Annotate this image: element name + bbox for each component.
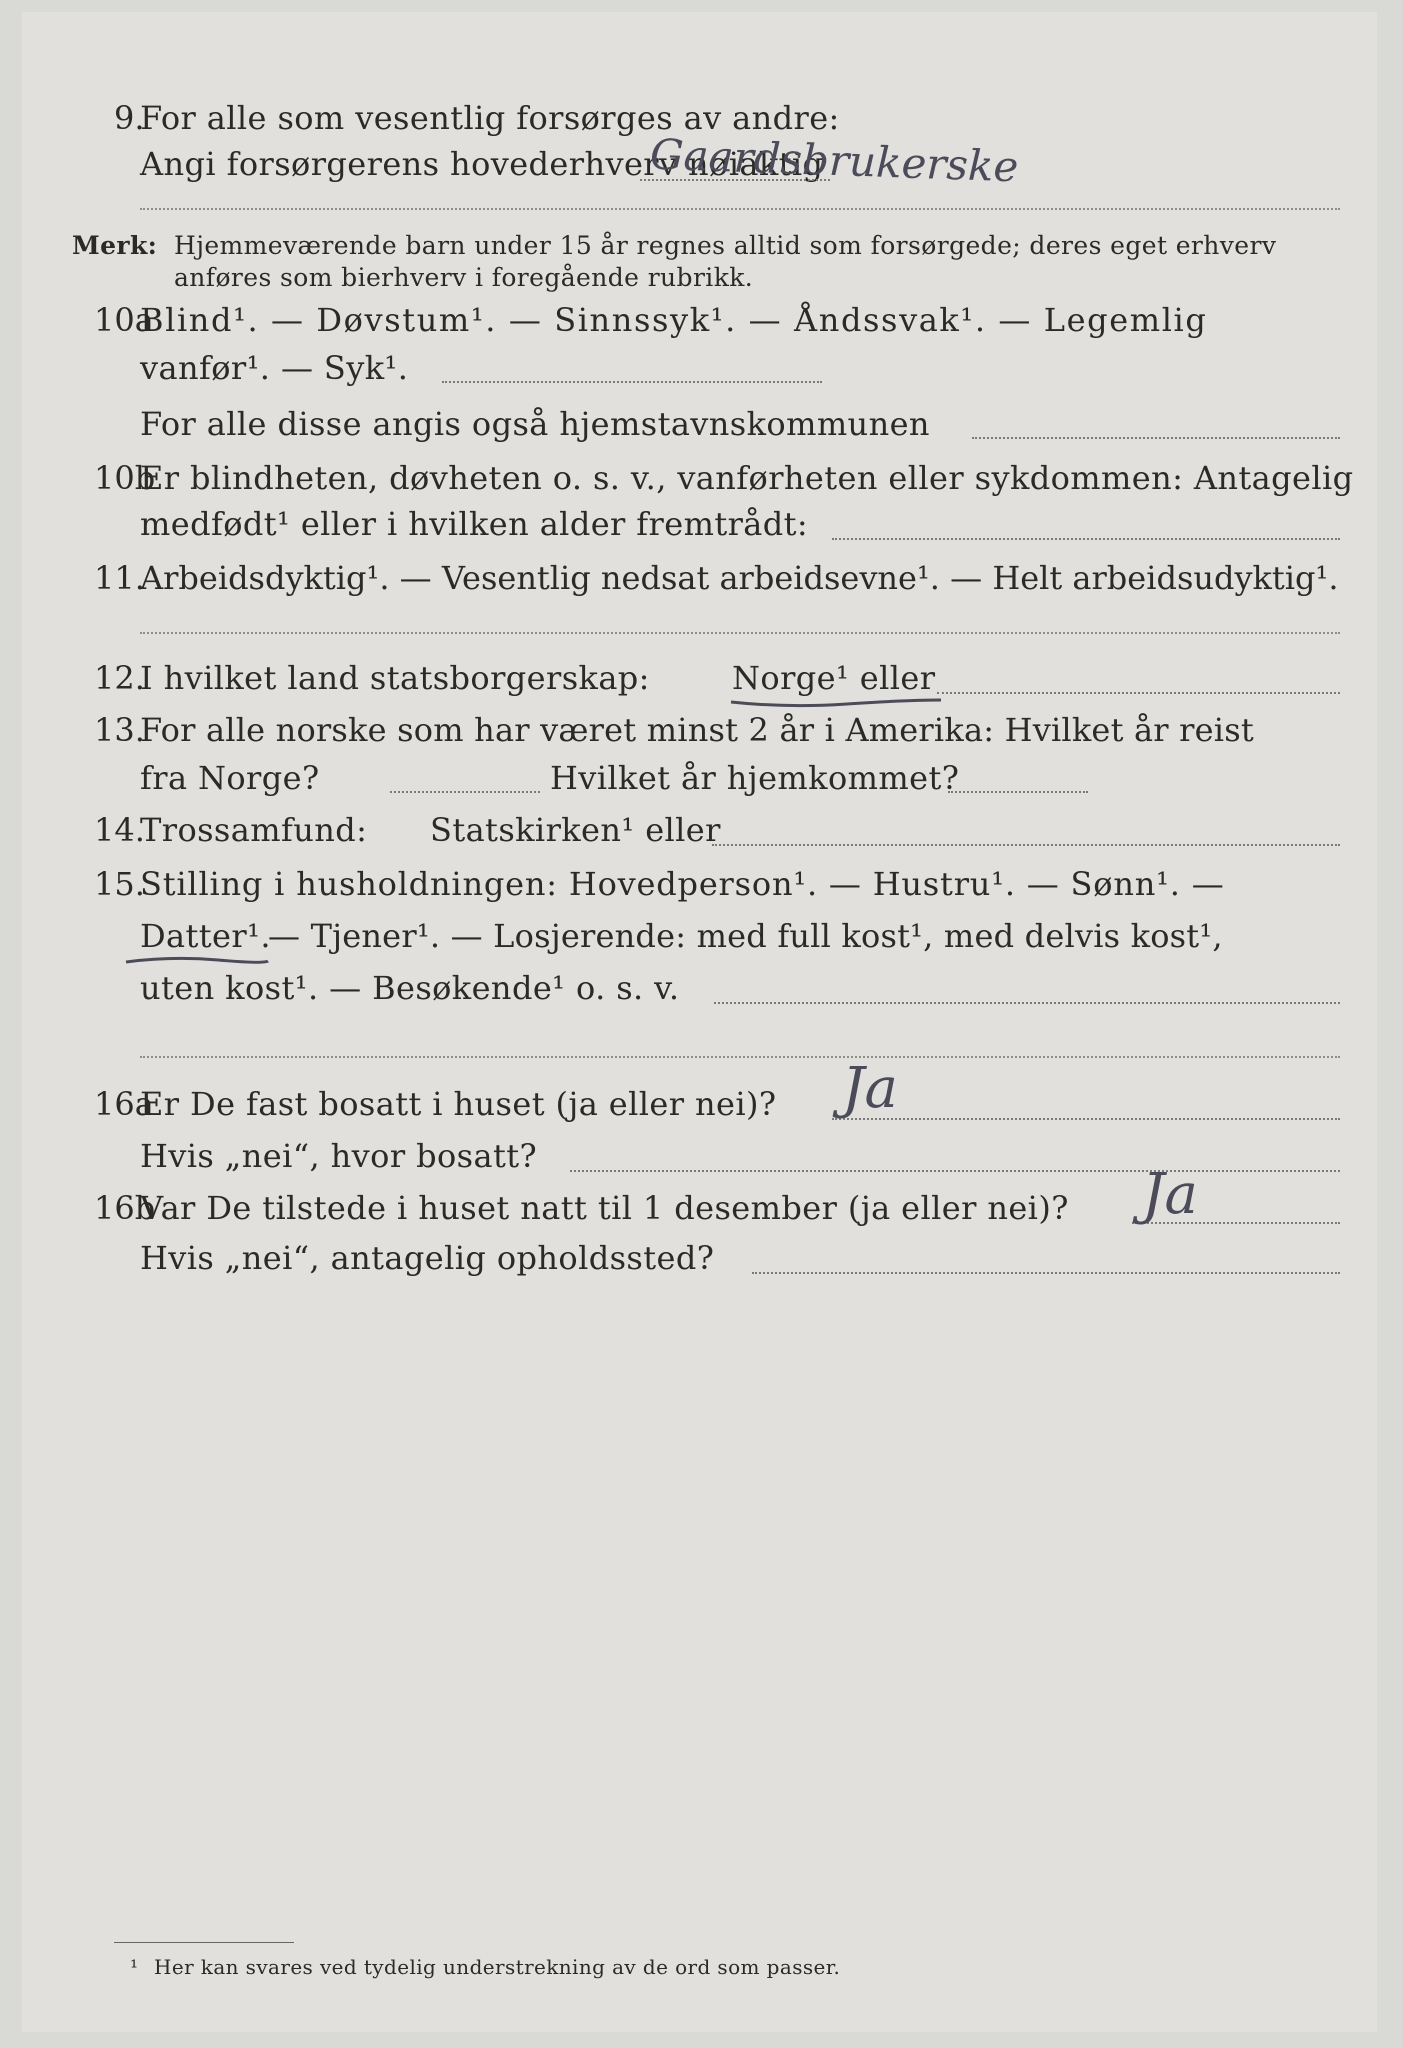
q12-option: Norge¹ eller bbox=[732, 659, 936, 697]
q10a-syk-line bbox=[442, 381, 822, 383]
q10a-line1: Blind¹. — Døvstum¹. — Sinnssyk¹. — Åndssvak¹. — Legemlig bbox=[140, 301, 1208, 339]
q16a-line1: Er De fast bosatt i huset (ja eller nei)? bbox=[140, 1085, 777, 1123]
q15-line2a: Datter¹. bbox=[140, 917, 271, 955]
q15-line3: uten kost¹. — Besøkende¹ o. s. v. bbox=[140, 969, 680, 1007]
q10b-answer-line bbox=[832, 538, 1340, 540]
footnote-rule bbox=[114, 1942, 294, 1943]
q16b-line2: Hvis „nei“, antagelig opholdssted? bbox=[140, 1239, 715, 1277]
q10a-number: 10a bbox=[94, 301, 154, 339]
q16b-opholdssted-line bbox=[752, 1272, 1340, 1274]
q10a-line2: vanfør¹. — Syk¹. bbox=[140, 349, 409, 387]
q16a-handwritten-answer: Ja bbox=[842, 1056, 898, 1121]
q12-line1: I hvilket land statsborgerskap: bbox=[140, 659, 650, 697]
q15-number: 15. bbox=[94, 865, 145, 903]
q12-number: 12. bbox=[94, 659, 145, 697]
merk-line2: anføres som bierhverv i foregående rubrikk. bbox=[174, 263, 754, 292]
q10b-number: 10b bbox=[94, 459, 156, 497]
q16a-number: 16a bbox=[94, 1085, 154, 1123]
q15-answer-line bbox=[714, 1002, 1340, 1004]
q16b-line1: Var De tilstede i huset natt til 1 desember (ja eller nei)? bbox=[140, 1189, 1069, 1227]
q16b-handwritten-answer: Ja bbox=[1142, 1162, 1198, 1227]
q14-number: 14. bbox=[94, 811, 145, 849]
q16a-bosatt-line bbox=[570, 1170, 1340, 1172]
q13-line2b: Hvilket år hjemkommet? bbox=[550, 759, 960, 797]
q11-number: 11. bbox=[94, 559, 145, 597]
q9-handwritten-answer: Gaardsbrukerske bbox=[649, 129, 1020, 192]
q9-number: 9. bbox=[114, 99, 145, 137]
q15-continuation-line bbox=[140, 1056, 1340, 1058]
q10a-kommune-line bbox=[972, 437, 1340, 439]
q13-reist-line bbox=[390, 791, 540, 793]
q9-line2: Angi forsørgerens hovederhverv nøiaktig bbox=[140, 145, 824, 183]
q14-line1: Trossamfund: bbox=[140, 811, 368, 849]
q9-line1: For alle som vesentlig forsørges av andre: bbox=[140, 99, 840, 137]
q11-line1: Arbeidsdyktig¹. — Vesentlig nedsat arbeidsevne¹. — Helt arbeidsudyktig¹. bbox=[140, 559, 1339, 597]
q12-answer-line bbox=[937, 692, 1340, 694]
q10b-line2: medfødt¹ eller i hvilken alder fremtrådt: bbox=[140, 505, 809, 543]
q15-line1: Stilling i husholdningen: Hovedperson¹. — Hustru¹. — Sønn¹. — bbox=[140, 865, 1225, 903]
merk-label: Merk: bbox=[72, 231, 158, 260]
q10b-line1: Er blindheten, døvheten o. s. v., vanførheten eller sykdommen: Antagelig bbox=[140, 459, 1354, 497]
q11-continuation-line bbox=[140, 632, 1340, 634]
footnote-mark: ¹ bbox=[130, 1955, 139, 1979]
form-sheet bbox=[22, 12, 1377, 2032]
q14-answer-line bbox=[712, 844, 1340, 846]
q16a-answer-line bbox=[832, 1118, 1340, 1120]
q16b-number: 16b bbox=[94, 1189, 156, 1227]
q13-number: 13. bbox=[94, 711, 145, 749]
footnote-text: Her kan svares ved tydelig understrekning av de ord som passer. bbox=[154, 1955, 841, 1979]
q16a-line2: Hvis „nei“, hvor bosatt? bbox=[140, 1137, 538, 1175]
q9-continuation-line bbox=[140, 208, 1340, 210]
merk-line1: Hjemmeværende barn under 15 år regnes alltid som forsørgede; deres eget erhverv bbox=[174, 231, 1277, 260]
q13-line2a: fra Norge? bbox=[140, 759, 320, 797]
q13-line1: For alle norske som har været minst 2 år i Amerika: Hvilket år reist bbox=[140, 711, 1254, 749]
q15-line2b: — Tjener¹. — Losjerende: med full kost¹, med delvis kost¹, bbox=[268, 917, 1223, 955]
q13-hjemkommet-line bbox=[948, 791, 1088, 793]
q14-option: Statskirken¹ eller bbox=[430, 811, 721, 849]
q10a-line3: For alle disse angis også hjemstavnskommunen bbox=[140, 405, 930, 443]
